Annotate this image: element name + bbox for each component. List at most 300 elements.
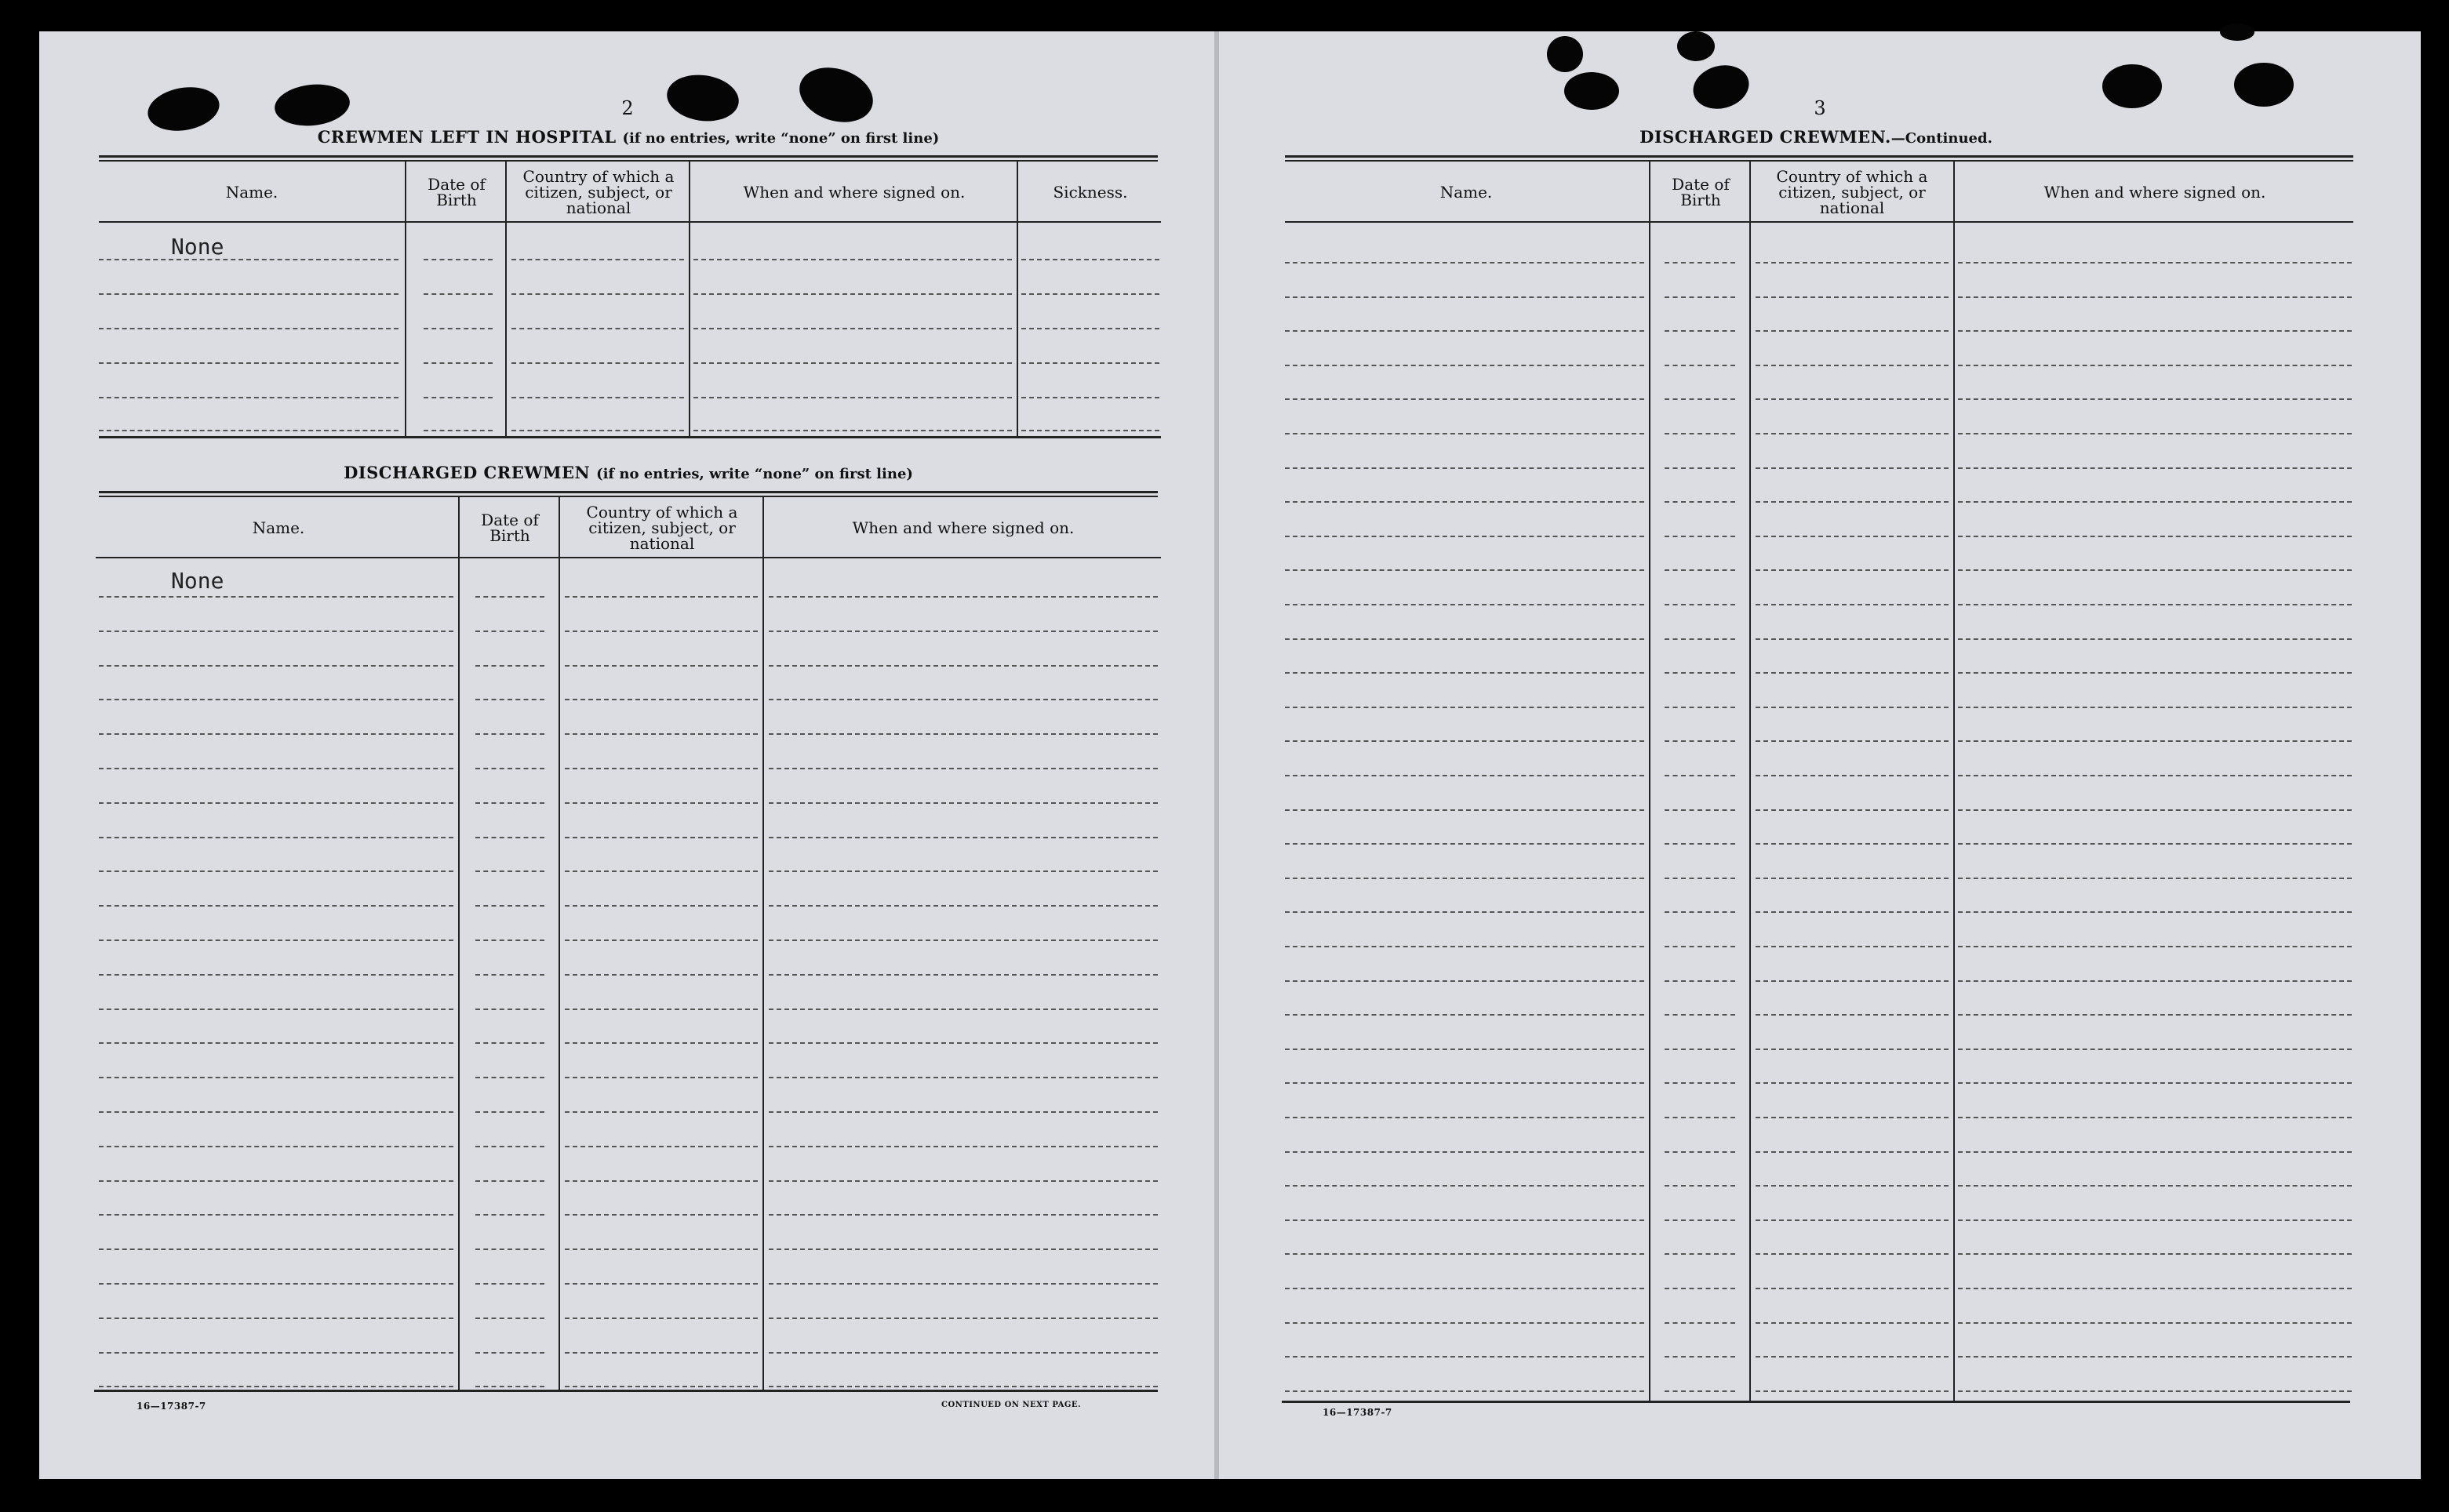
entry-line <box>565 1042 758 1044</box>
entry-line <box>99 1180 453 1182</box>
entry-line <box>769 1352 1158 1354</box>
entry-line <box>1958 365 2352 366</box>
entry-line <box>1756 467 1949 469</box>
entry-line <box>475 699 544 700</box>
entry-line <box>475 1042 544 1044</box>
entry-line <box>1756 1288 1949 1289</box>
hospital-instruction: (if no entries, write “none” on first line) <box>622 130 940 147</box>
entry-line <box>769 699 1158 700</box>
header-rule <box>96 557 1161 558</box>
entry-line <box>1021 259 1159 260</box>
entry-line <box>769 1214 1158 1216</box>
entry-line <box>1665 1322 1735 1324</box>
entry-line <box>1756 946 1949 947</box>
entry-line <box>1285 262 1644 264</box>
entry-line <box>565 1180 758 1182</box>
entry-line <box>99 974 453 976</box>
entry-line <box>769 870 1158 872</box>
entry-line <box>769 1180 1158 1182</box>
header-rule <box>1285 221 2353 223</box>
ink-blot <box>1677 31 1715 61</box>
entry-line <box>475 665 544 667</box>
entry-line <box>1285 1356 1644 1358</box>
entry-line <box>99 1318 453 1319</box>
column-divider <box>559 497 560 1390</box>
entry-line <box>565 1386 758 1387</box>
entry-line <box>1665 433 1735 434</box>
entry-line <box>1958 467 2352 469</box>
entry-line <box>1958 1014 2352 1016</box>
entry-line <box>1756 330 1949 332</box>
entry-line <box>1285 843 1644 845</box>
column-divider <box>1017 162 1018 438</box>
entry-line <box>99 631 453 632</box>
form-number: 16—17387-7 <box>1323 1407 1392 1418</box>
column-divider <box>1649 162 1650 1402</box>
entry-line <box>511 362 684 364</box>
entry-line <box>693 293 1012 295</box>
entry-line <box>1756 911 1949 913</box>
entry-line <box>1665 1014 1735 1016</box>
entry-line <box>769 1042 1158 1044</box>
entry-line <box>1958 569 2352 571</box>
entry-line <box>769 802 1158 804</box>
top-rule <box>99 155 1158 158</box>
column-divider <box>405 162 406 438</box>
entry-line <box>1665 398 1735 400</box>
entry-line <box>1665 980 1735 982</box>
entry-line <box>1285 1014 1644 1016</box>
entry-line <box>99 837 453 838</box>
entry-line <box>1665 1219 1735 1221</box>
discharged-title-text: DISCHARGED CREWMEN <box>344 463 591 482</box>
entry-line <box>1665 638 1735 640</box>
entry-line <box>1958 980 2352 982</box>
entry-line <box>565 665 758 667</box>
page-number: 2 <box>621 97 634 119</box>
entry-line <box>1665 296 1735 298</box>
entry-line <box>1958 775 2352 776</box>
ink-blot <box>2102 64 2162 108</box>
entry-line <box>1756 707 1949 708</box>
entry-line <box>99 293 398 295</box>
col-header-sickness: Sickness. <box>1053 183 1128 202</box>
entry-line <box>1285 740 1644 742</box>
right-page <box>1217 31 2421 1479</box>
entry-line <box>565 1352 758 1354</box>
entry-line <box>1756 1253 1949 1255</box>
entry-line <box>693 328 1012 329</box>
entry-line <box>1756 1322 1949 1324</box>
entry-line <box>1665 946 1735 947</box>
form-number: 16—17387-7 <box>136 1401 206 1412</box>
hospital-entry: None <box>171 234 224 260</box>
entry-line <box>565 768 758 769</box>
entry-line <box>1665 1288 1735 1289</box>
entry-line <box>1665 878 1735 879</box>
discharged-continued-title <box>1286 127 2345 147</box>
entry-line <box>511 259 684 260</box>
entry-line <box>1958 501 2352 503</box>
entry-line <box>475 596 544 598</box>
entry-line <box>1285 1322 1644 1324</box>
entry-line <box>1756 569 1949 571</box>
entry-line <box>1756 296 1949 298</box>
entry-line <box>475 1248 544 1250</box>
entry-line <box>565 1111 758 1113</box>
entry-line <box>99 1214 453 1216</box>
col-header-country: Country of which a citizen, subject, or national <box>522 167 675 217</box>
entry-line <box>1958 638 2352 640</box>
continued-suffix: —Continued. <box>1890 130 1992 147</box>
entry-line <box>1756 1082 1949 1084</box>
entry-line <box>475 940 544 941</box>
entry-line <box>1665 707 1735 708</box>
entry-line <box>99 940 453 941</box>
discharged-continued-text: DISCHARGED CREWMEN. <box>1639 127 1891 147</box>
entry-line <box>1958 707 2352 708</box>
entry-line <box>1665 1151 1735 1153</box>
entry-line <box>1285 707 1644 708</box>
entry-line <box>1958 604 2352 605</box>
entry-line <box>769 1283 1158 1285</box>
entry-line <box>1285 1049 1644 1050</box>
entry-line <box>1958 911 2352 913</box>
entry-line <box>769 1009 1158 1010</box>
entry-line <box>99 1077 453 1078</box>
entry-line <box>1665 775 1735 776</box>
entry-line <box>99 430 398 431</box>
entry-line <box>1756 843 1949 845</box>
entry-line <box>769 631 1158 632</box>
entry-line <box>1285 672 1644 674</box>
entry-line <box>99 397 398 398</box>
entry-line <box>1958 1356 2352 1358</box>
entry-line <box>1021 397 1159 398</box>
entry-line <box>1756 433 1949 434</box>
entry-line <box>1958 1288 2352 1289</box>
entry-line <box>1285 501 1644 503</box>
entry-line <box>99 1111 453 1113</box>
entry-line <box>769 665 1158 667</box>
entry-line <box>1021 328 1159 329</box>
entry-line <box>1285 569 1644 571</box>
entry-line <box>1756 740 1949 742</box>
entry-line <box>99 362 398 364</box>
entry-line <box>693 397 1012 398</box>
entry-line <box>475 1352 544 1354</box>
column-divider <box>689 162 690 438</box>
hospital-section-title <box>99 127 1158 147</box>
entry-line <box>424 362 493 364</box>
entry-line <box>1958 843 2352 845</box>
col-header-name: Name. <box>225 183 278 202</box>
entry-line <box>769 733 1158 735</box>
entry-line <box>1021 362 1159 364</box>
entry-line <box>1958 330 2352 332</box>
top-rule <box>99 491 1158 493</box>
entry-line <box>1285 980 1644 982</box>
entry-line <box>1756 365 1949 366</box>
entry-line <box>565 699 758 700</box>
entry-line <box>1285 467 1644 469</box>
col-header-signed-on: When and where signed on. <box>852 518 1075 537</box>
entry-line <box>475 1111 544 1113</box>
entry-line <box>475 802 544 804</box>
entry-line <box>1958 398 2352 400</box>
entry-line <box>1285 1288 1644 1289</box>
entry-line <box>1958 433 2352 434</box>
entry-line <box>565 870 758 872</box>
entry-line <box>1958 262 2352 264</box>
entry-line <box>511 430 684 431</box>
entry-line <box>565 733 758 735</box>
col-header-signed-on: When and where signed on. <box>743 183 966 202</box>
entry-line <box>475 1318 544 1319</box>
entry-line <box>1285 1219 1644 1221</box>
entry-line <box>475 1009 544 1010</box>
entry-line <box>1958 296 2352 298</box>
entry-line <box>1756 1185 1949 1187</box>
entry-line <box>424 328 493 329</box>
entry-line <box>475 733 544 735</box>
entry-line <box>99 1009 453 1010</box>
bottom-rule <box>99 436 1161 438</box>
entry-line <box>1665 1185 1735 1187</box>
entry-line <box>1285 775 1644 776</box>
entry-line <box>1665 467 1735 469</box>
entry-line <box>1756 1390 1949 1392</box>
ink-blot <box>2234 63 2294 107</box>
entry-line <box>475 1386 544 1387</box>
entry-line <box>475 870 544 872</box>
entry-line <box>1285 809 1644 811</box>
entry-line <box>1285 878 1644 879</box>
entry-line <box>565 1318 758 1319</box>
entry-line <box>1665 672 1735 674</box>
entry-line <box>1665 843 1735 845</box>
entry-line <box>475 631 544 632</box>
col-header-country: Country of which a citizen, subject, or national <box>1776 167 1928 217</box>
entry-line <box>1665 262 1735 264</box>
entry-line <box>693 362 1012 364</box>
entry-line <box>475 1180 544 1182</box>
entry-line <box>99 802 453 804</box>
ink-blot <box>2220 24 2254 41</box>
column-divider <box>505 162 507 438</box>
entry-line <box>99 870 453 872</box>
continued-note: CONTINUED ON NEXT PAGE. <box>941 1401 1082 1409</box>
entry-line <box>1958 1253 2352 1255</box>
entry-line <box>424 293 493 295</box>
entry-line <box>511 293 684 295</box>
col-header-birth: Date of Birth <box>1672 175 1730 209</box>
entry-line <box>424 397 493 398</box>
entry-line <box>99 733 453 735</box>
entry-line <box>565 974 758 976</box>
entry-line <box>99 259 398 260</box>
entry-line <box>1756 1117 1949 1118</box>
column-divider <box>458 497 460 1390</box>
entry-line <box>769 1386 1158 1387</box>
col-header-birth: Date of Birth <box>428 175 486 209</box>
top-rule <box>1285 160 2353 162</box>
entry-line <box>769 1111 1158 1113</box>
entry-line <box>1285 1390 1644 1392</box>
entry-line <box>1756 1219 1949 1221</box>
entry-line <box>1665 365 1735 366</box>
entry-line <box>1958 1219 2352 1221</box>
entry-line <box>1285 365 1644 366</box>
entry-line <box>1756 638 1949 640</box>
col-header-name: Name. <box>252 518 305 537</box>
entry-line <box>1021 293 1159 295</box>
header-rule <box>99 221 1161 223</box>
entry-line <box>99 1283 453 1285</box>
entry-line <box>1285 1151 1644 1153</box>
entry-line <box>1958 1185 2352 1187</box>
entry-line <box>769 837 1158 838</box>
entry-line <box>1285 1185 1644 1187</box>
entry-line <box>1285 946 1644 947</box>
entry-line <box>1958 946 2352 947</box>
col-header-signed-on: When and where signed on. <box>2043 183 2266 202</box>
entry-line <box>1958 878 2352 879</box>
entry-line <box>99 665 453 667</box>
entry-line <box>565 1009 758 1010</box>
entry-line <box>1665 1253 1735 1255</box>
entry-line <box>1665 1082 1735 1084</box>
entry-line <box>1958 809 2352 811</box>
entry-line <box>1665 1356 1735 1358</box>
top-rule <box>99 496 1158 497</box>
entry-line <box>99 1146 453 1147</box>
entry-line <box>1756 809 1949 811</box>
entry-line <box>1665 604 1735 605</box>
entry-line <box>1958 672 2352 674</box>
entry-line <box>99 768 453 769</box>
entry-line <box>1958 1082 2352 1084</box>
entry-line <box>475 1283 544 1285</box>
discharged-section-title <box>99 463 1158 482</box>
page-gutter <box>1214 31 1219 1479</box>
entry-line <box>565 1077 758 1078</box>
entry-line <box>1285 638 1644 640</box>
entry-line <box>1665 911 1735 913</box>
entry-line <box>1756 604 1949 605</box>
entry-line <box>1285 536 1644 537</box>
entry-line <box>565 1146 758 1147</box>
entry-line <box>424 430 493 431</box>
entry-line <box>769 1318 1158 1319</box>
entry-line <box>1958 1117 2352 1118</box>
entry-line <box>1756 536 1949 537</box>
entry-line <box>1285 398 1644 400</box>
entry-line <box>1756 1356 1949 1358</box>
entry-line <box>1756 775 1949 776</box>
entry-line <box>769 940 1158 941</box>
entry-line <box>1285 330 1644 332</box>
entry-line <box>1665 536 1735 537</box>
entry-line <box>1756 1049 1949 1050</box>
entry-line <box>99 1248 453 1250</box>
entry-line <box>769 768 1158 769</box>
entry-line <box>769 1077 1158 1078</box>
entry-line <box>1958 1151 2352 1153</box>
entry-line <box>511 328 684 329</box>
entry-line <box>565 1283 758 1285</box>
entry-line <box>769 596 1158 598</box>
hospital-title-text: CREWMEN LEFT IN HOSPITAL <box>317 127 617 147</box>
col-header-name: Name. <box>1439 183 1493 202</box>
entry-line <box>1665 569 1735 571</box>
entry-line <box>1958 1390 2352 1392</box>
column-divider <box>1953 162 1955 1402</box>
entry-line <box>1285 1082 1644 1084</box>
column-divider <box>762 497 764 1390</box>
col-header-birth: Date of Birth <box>481 511 539 545</box>
entry-line <box>99 1352 453 1354</box>
entry-line <box>1958 536 2352 537</box>
entry-line <box>99 1042 453 1044</box>
entry-line <box>769 905 1158 907</box>
col-header-country: Country of which a citizen, subject, or national <box>586 503 738 553</box>
entry-line <box>1756 398 1949 400</box>
entry-line <box>1756 501 1949 503</box>
discharged-instruction: (if no entries, write “none” on first line) <box>596 466 913 482</box>
entry-line <box>475 905 544 907</box>
entry-line <box>99 328 398 329</box>
entry-line <box>565 596 758 598</box>
entry-line <box>511 397 684 398</box>
entry-line <box>1756 1014 1949 1016</box>
entry-line <box>565 631 758 632</box>
entry-line <box>475 974 544 976</box>
entry-line <box>99 1386 453 1387</box>
entry-line <box>475 1146 544 1147</box>
discharged-entry: None <box>171 568 224 594</box>
entry-line <box>693 430 1012 431</box>
entry-line <box>769 1248 1158 1250</box>
entry-line <box>1756 672 1949 674</box>
entry-line <box>1665 740 1735 742</box>
column-divider <box>1749 162 1751 1402</box>
entry-line <box>1756 878 1949 879</box>
bottom-rule <box>1282 1401 2350 1403</box>
entry-line <box>565 1248 758 1250</box>
entry-line <box>769 1146 1158 1147</box>
top-rule <box>99 160 1158 162</box>
ink-blot <box>1547 36 1583 72</box>
entry-line <box>475 1077 544 1078</box>
entry-line <box>475 768 544 769</box>
entry-line <box>1756 1151 1949 1153</box>
entry-line <box>1665 1049 1735 1050</box>
entry-line <box>1958 1049 2352 1050</box>
entry-line <box>1285 911 1644 913</box>
entry-line <box>475 837 544 838</box>
entry-line <box>769 974 1158 976</box>
entry-line <box>1665 501 1735 503</box>
entry-line <box>1665 809 1735 811</box>
top-rule <box>1285 155 2353 158</box>
entry-line <box>1958 740 2352 742</box>
entry-line <box>1021 430 1159 431</box>
entry-line <box>1285 296 1644 298</box>
page-number: 3 <box>1814 97 1826 119</box>
entry-line <box>99 699 453 700</box>
entry-line <box>1756 980 1949 982</box>
